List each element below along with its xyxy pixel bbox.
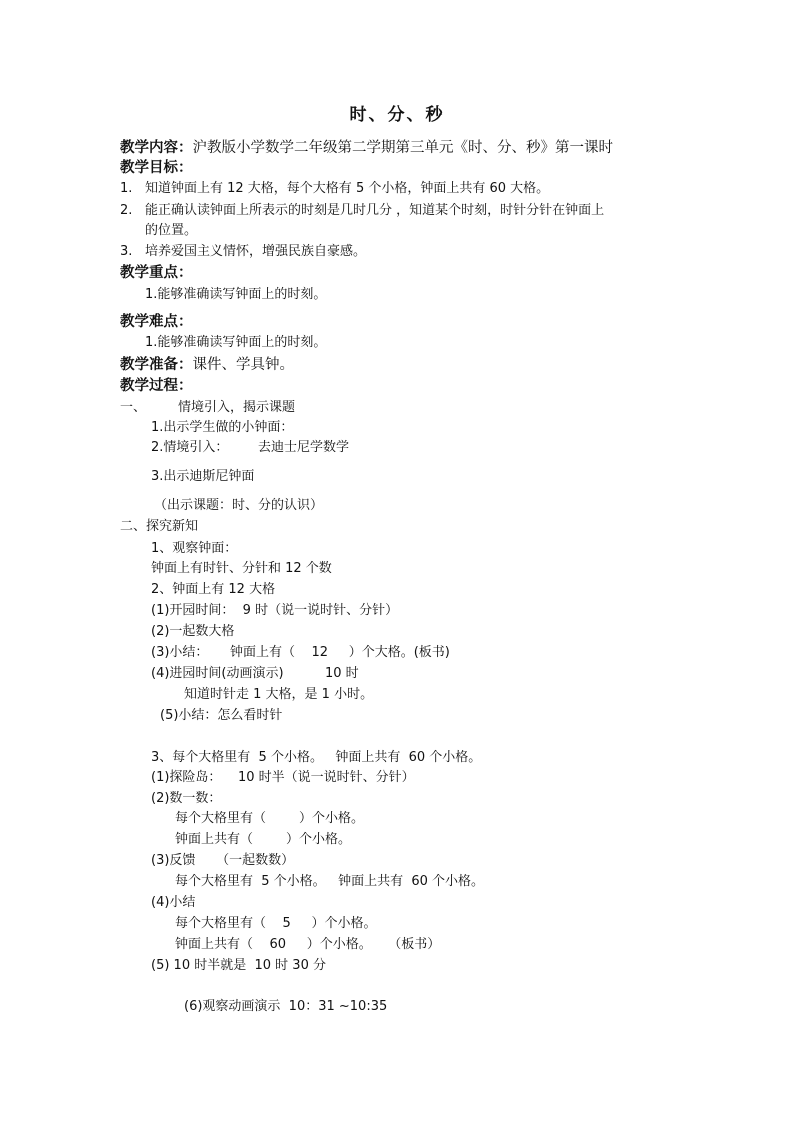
sec2-c9: 每个大格里有（ 5 ）个小格。 (175, 916, 377, 931)
key-point-item: 1.能够准确读写钟面上的时刻。 (145, 287, 327, 302)
sec2-b3: (2)一起数大格 (151, 624, 235, 639)
process-label: 教学过程： (120, 378, 193, 394)
sec2-c11: (5) 10 时半就是 10 时 30 分 (151, 958, 326, 973)
sec1-line-2a: 2.情境引入： (151, 440, 229, 455)
sec2-c7: 每个大格里有 5 个小格。 钟面上共有 60 个小格。 (175, 874, 485, 889)
sec2-b2: (1)开园时间： 9 时（说一说时针、分针） (151, 603, 399, 618)
section-1-num: 一、 (120, 400, 147, 415)
objective-num-1: 1. (120, 181, 133, 196)
sec2-a2: 钟面上有时针、分针和 12 个数 (151, 561, 332, 576)
sec2-b5b: 10 时 (325, 666, 359, 681)
section-2-title: 二、探究新知 (120, 519, 199, 534)
sec2-b7: (5)小结：怎么看时针 (160, 708, 283, 723)
difficulty-item: 1.能够准确读写钟面上的时刻。 (145, 335, 327, 350)
preparation-label: 教学准备： (120, 357, 193, 373)
preparation-line (120, 355, 294, 375)
sec2-c2: (1)探险岛： 10 时半（说一说时针、分针） (151, 770, 415, 785)
sec2-b4a: (3)小结： (151, 645, 209, 660)
sec2-a1: 1、观察钟面： (151, 541, 238, 556)
teaching-content-label: 教学内容： (120, 140, 193, 156)
sec2-c6: (3)反馈 （一起数数） (151, 853, 295, 868)
sec1-line-1: 1.出示学生做的小钟面： (151, 420, 294, 435)
sec1-line-2b: 去迪士尼学数学 (258, 440, 350, 455)
sec2-c8: (4)小结 (151, 895, 196, 910)
teaching-content-text: 沪教版小学数学二年级第二学期第三单元《时、分、秒》第一课时 (192, 140, 613, 156)
sec2-b1: 2、钟面上有 12 大格 (151, 582, 276, 597)
objectives-label: 教学目标： (120, 160, 193, 176)
objective-text-3: 培养爱国主义情怀，增强民族自豪感。 (145, 244, 367, 259)
sec2-b5a: (4)进园时间(动画演示) (151, 666, 284, 681)
page-title: 时、分、秒 (349, 105, 445, 125)
sec2-b4b: 钟面上有（ 12 ）个大格。(板书) (230, 645, 450, 660)
sec2-c10: 钟面上共有（ 60 ）个小格。 （板书） (175, 937, 441, 952)
preparation-text: 课件、学具钟。 (192, 357, 294, 373)
objective-text-2-cont: 的位置。 (145, 223, 198, 238)
difficulty-label: 教学难点： (120, 314, 193, 330)
objective-num-2: 2. (120, 203, 133, 218)
objective-text-1: 知道钟面上有 12 大格，每个大格有 5 个小格，钟面上共有 60 大格。 (145, 181, 550, 196)
sec2-c3: (2)数一数： (151, 791, 222, 806)
sec2-c4: 每个大格里有（ ）个小格。 (175, 811, 365, 826)
key-point-label: 教学重点： (120, 265, 193, 281)
objective-num-3: 3. (120, 244, 133, 259)
sec2-b6: 知道时针走 1 大格，是 1 小时。 (184, 687, 374, 702)
sec2-c5: 钟面上共有（ ）个小格。 (175, 832, 352, 847)
objective-text-2: 能正确认读钟面上所表示的时刻是几时几分 ，知道某个时刻，时针分针在钟面上 (145, 203, 605, 218)
teaching-content-line (120, 138, 613, 158)
section-1-title: 情境引入，揭示课题 (178, 400, 296, 415)
sec1-line-4: （出示课题：时、分的认识） (154, 498, 324, 513)
sec2-c12: (6)观察动画演示 10：31 ~10:35 (184, 999, 388, 1014)
sec2-c1: 3、每个大格里有 5 个小格。 钟面上共有 60 个小格。 (151, 750, 482, 765)
sec1-line-3: 3.出示迪斯尼钟面 (151, 469, 255, 484)
